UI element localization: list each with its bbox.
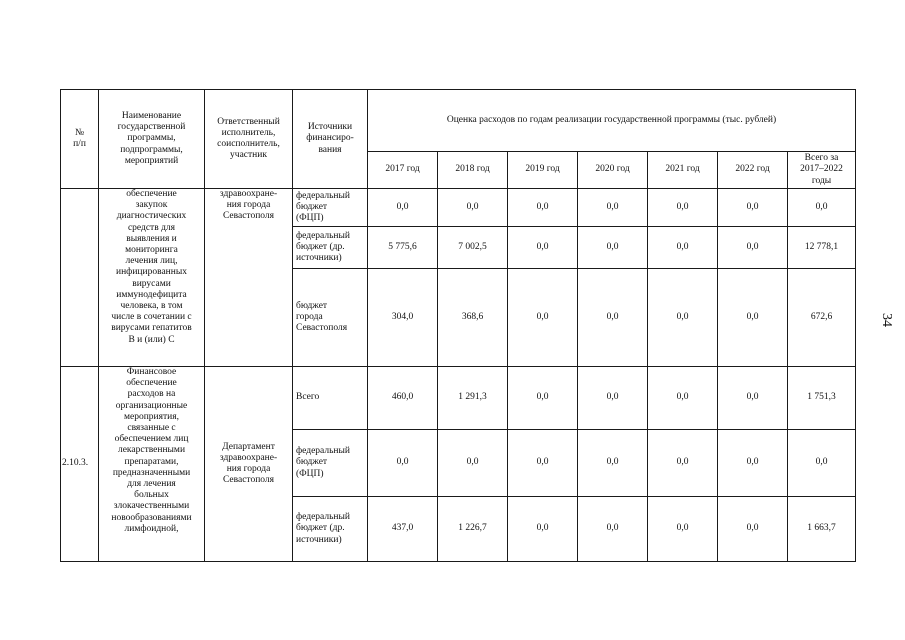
row-num [61, 189, 99, 367]
funding-source: федеральный бюджет (др. источники) [293, 497, 368, 562]
value-2019: 0,0 [508, 430, 578, 497]
year-2018: 2018 год [438, 152, 508, 189]
funding-source: федеральный бюджет (др. источники) [293, 227, 368, 269]
value-2021: 0,0 [648, 189, 718, 227]
value-2018: 1 226,7 [438, 497, 508, 562]
value-2019: 0,0 [508, 189, 578, 227]
value-2022: 0,0 [718, 497, 788, 562]
value-2021: 0,0 [648, 430, 718, 497]
header-total: Всего за 2017–2022 годы [788, 152, 856, 189]
year-2019: 2019 год [508, 152, 578, 189]
value-total: 0,0 [788, 430, 856, 497]
value-2020: 0,0 [578, 189, 648, 227]
budget-table [60, 89, 856, 562]
funding-source: Всего [293, 367, 368, 430]
value-2020: 0,0 [578, 227, 648, 269]
value-2019: 0,0 [508, 367, 578, 430]
value-2021: 0,0 [648, 227, 718, 269]
year-2021: 2021 год [648, 152, 718, 189]
value-total: 0,0 [788, 189, 856, 227]
value-2022: 0,0 [718, 189, 788, 227]
header-name: Наименование государственной программы, подпрограммы, мероприятий [99, 90, 205, 189]
value-2020: 0,0 [578, 367, 648, 430]
value-2019: 0,0 [508, 269, 578, 367]
row-num: 2.10.3. [61, 367, 99, 562]
value-2018: 0,0 [438, 430, 508, 497]
responsible-executor: Департамент здравоохране- ния города Севастополя [205, 367, 293, 562]
value-2019: 0,0 [508, 227, 578, 269]
value-2022: 0,0 [718, 269, 788, 367]
value-2017: 437,0 [368, 497, 438, 562]
year-2022: 2022 год [718, 152, 788, 189]
value-2022: 0,0 [718, 430, 788, 497]
value-2017: 304,0 [368, 269, 438, 367]
year-2020: 2020 год [578, 152, 648, 189]
value-2022: 0,0 [718, 367, 788, 430]
activity-name: Финансовое обеспечение расходов на организационные мероприятия, связанные с обеспечением лиц лекарственными препаратами, предназначенными для лечения больных злокачественными новообразованиями лимфоидной, [99, 367, 205, 562]
activity-name: обеспечение закупок диагностических средств для выявления и мониторинга лечения лиц, инфицированных вирусами иммунодефицита человека, в том числе в сочетании с вирусами гепатитов В и (или) С [99, 189, 205, 367]
value-2022: 0,0 [718, 227, 788, 269]
responsible-executor: здравоохране- ния города Севастополя [205, 189, 293, 367]
value-2018: 1 291,3 [438, 367, 508, 430]
page-number: 34 [879, 313, 894, 327]
value-2019: 0,0 [508, 497, 578, 562]
value-total: 672,6 [788, 269, 856, 367]
header-responsible: Ответственный исполнитель, соисполнитель, участник [205, 90, 293, 189]
value-2020: 0,0 [578, 430, 648, 497]
header-sources: Источники финансиро- вания [293, 90, 368, 189]
funding-source: федеральный бюджет (ФЦП) [293, 189, 368, 227]
year-2017: 2017 год [368, 152, 438, 189]
value-total: 1 663,7 [788, 497, 856, 562]
funding-source: федеральный бюджет (ФЦП) [293, 430, 368, 497]
value-total: 1 751,3 [788, 367, 856, 430]
table-row [61, 189, 856, 227]
value-2021: 0,0 [648, 367, 718, 430]
value-2021: 0,0 [648, 269, 718, 367]
value-2020: 0,0 [578, 269, 648, 367]
header-num: № п/п [61, 90, 99, 189]
value-2020: 0,0 [578, 497, 648, 562]
table-row [61, 367, 856, 430]
funding-source: бюджет города Севастополя [293, 269, 368, 367]
value-2017: 5 775,6 [368, 227, 438, 269]
value-2017: 0,0 [368, 430, 438, 497]
value-2021: 0,0 [648, 497, 718, 562]
value-2018: 7 002,5 [438, 227, 508, 269]
value-total: 12 778,1 [788, 227, 856, 269]
value-2017: 0,0 [368, 189, 438, 227]
header-row [61, 90, 856, 152]
header-estimate: Оценка расходов по годам реализации государственной программы (тыс. рублей) [368, 90, 856, 152]
value-2017: 460,0 [368, 367, 438, 430]
value-2018: 368,6 [438, 269, 508, 367]
value-2018: 0,0 [438, 189, 508, 227]
table-body [61, 90, 856, 562]
